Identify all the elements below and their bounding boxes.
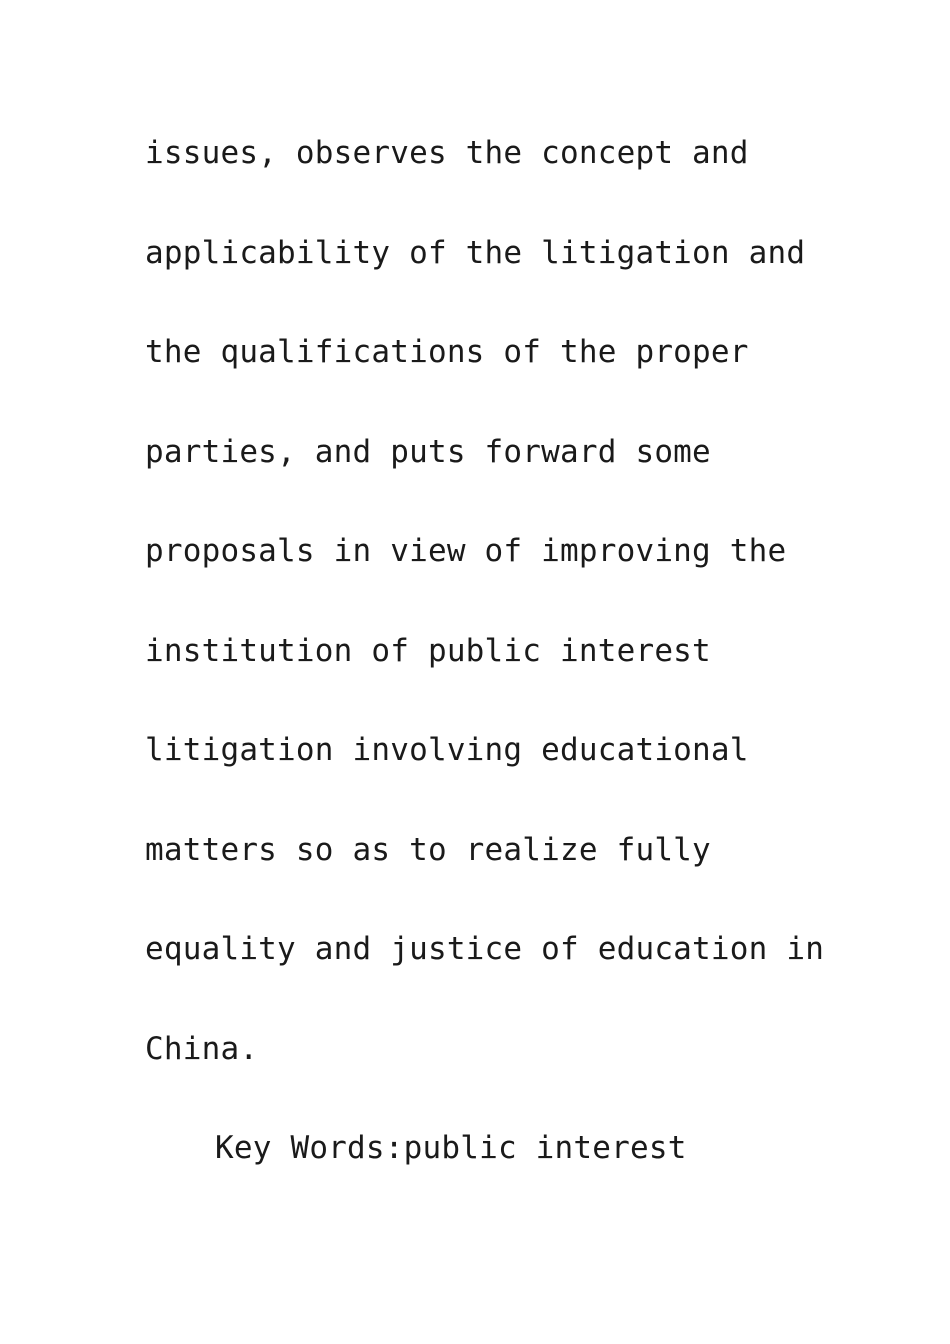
text-line: China. — [145, 1030, 259, 1067]
text-line: equality and justice of education in — [145, 931, 825, 967]
text-line: the qualifications of the proper — [145, 334, 749, 370]
text-line: institution of public interest — [145, 632, 711, 669]
text-line: issues, observes the concept and — [145, 135, 749, 171]
abstract-paragraph — [145, 126, 845, 1121]
text-line: matters so as to realize fully — [145, 831, 711, 868]
text-line: applicability of the litigation and — [145, 234, 806, 271]
keywords-line: Key Words:public interest — [215, 1130, 687, 1166]
text-line: parties, and puts forward some — [145, 433, 711, 470]
text-line: litigation involving educational — [145, 732, 749, 768]
text-line: proposals in view of improving the — [145, 533, 787, 569]
